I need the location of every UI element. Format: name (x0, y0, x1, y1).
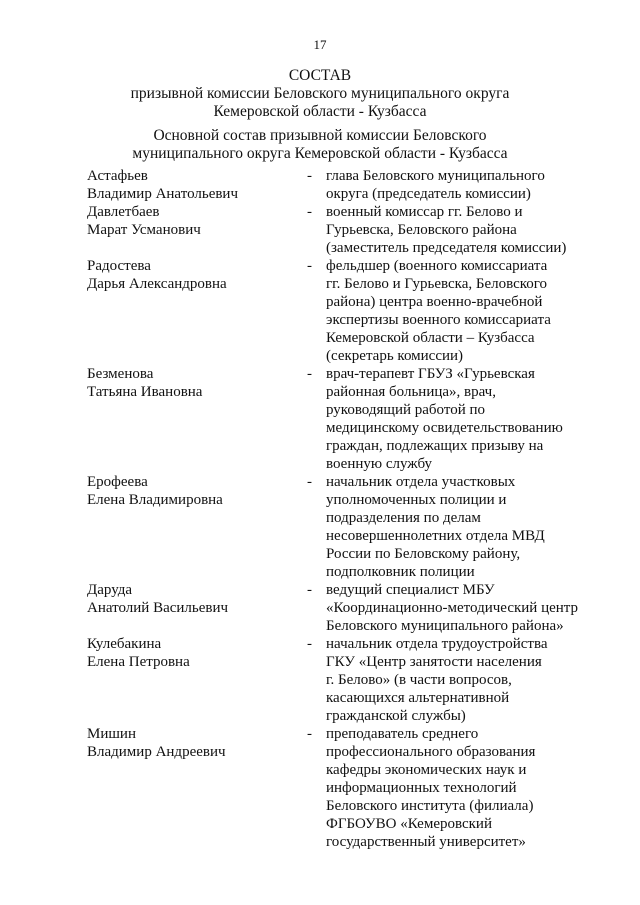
member-role-line: экспертизы военного комиссариата (326, 312, 551, 328)
members-list (0, 167, 640, 851)
member-role-line: подполковник полиции (326, 564, 475, 580)
member-role-line: районная больница», врач, (326, 384, 496, 400)
member-name-line: Елена Петровна (87, 654, 190, 670)
member-name-line: Ерофеева (87, 474, 148, 490)
member-role (326, 257, 616, 365)
member-dash: - (307, 168, 312, 184)
member-role-line: Беловского муниципального района» (326, 618, 564, 634)
member-role-line: глава Беловского муниципального (326, 168, 545, 184)
member-role-line: информационных технологий (326, 780, 517, 796)
section-heading-line: муниципального округа Кемеровской области - Кузбасса (132, 145, 508, 162)
member-role-line: государственный университет» (326, 834, 526, 850)
member-role-line: округа (председатель комиссии) (326, 186, 531, 202)
member-name-line: Дарья Александровна (87, 276, 227, 292)
member-role-line: района) центра военно-врачебной (326, 294, 543, 310)
member-name (87, 365, 297, 401)
member-role (326, 203, 616, 257)
member-role-line: подразделения по делам (326, 510, 481, 526)
member-name-line: Даруда (87, 582, 133, 598)
member-dash: - (307, 204, 312, 220)
member-role-line: кафедры экономических наук и (326, 762, 527, 778)
member-entry (0, 725, 640, 851)
member-role-line: уполномоченных полиции и (326, 492, 507, 508)
member-name-line: Марат Усманович (87, 222, 201, 238)
member-role-line: Кемеровской области – Кузбасса (326, 330, 535, 346)
document-subtitle-line: Кемеровской области - Кузбасса (213, 103, 427, 120)
member-name-line: Владимир Анатольевич (87, 186, 239, 202)
member-name (87, 473, 297, 509)
member-role-line: России по Беловскому району, (326, 546, 521, 562)
member-name-line: Давлетбаев (87, 204, 160, 220)
member-name (87, 257, 297, 293)
member-name (87, 581, 297, 617)
page-number: 17 (313, 37, 327, 52)
member-name-line: Анатолий Васильевич (87, 600, 229, 616)
member-entry (0, 167, 640, 203)
member-entry (0, 203, 640, 257)
member-role-line: касающихся альтернативной (326, 690, 510, 706)
member-name (87, 725, 297, 761)
member-name-line: Кулебакина (87, 636, 162, 652)
member-role (326, 581, 616, 635)
member-entry (0, 635, 640, 725)
member-name-line: Астафьев (87, 168, 148, 184)
member-role-line: военную службу (326, 456, 433, 472)
member-role-line: Беловского института (филиала) (326, 798, 534, 814)
member-role-line: военный комиссар гг. Белово и (326, 204, 523, 220)
member-entry (0, 257, 640, 365)
member-role (326, 167, 616, 203)
member-entry (0, 365, 640, 473)
member-role (326, 365, 616, 473)
member-dash: - (307, 636, 312, 652)
member-role-line: преподаватель среднего (326, 726, 479, 742)
member-role-line: (заместитель председателя комиссии) (326, 240, 567, 256)
member-role-line: медицинскому освидетельствованию (326, 420, 563, 436)
member-role (326, 725, 616, 851)
member-name (87, 167, 297, 203)
member-role-line: врач-терапевт ГБУЗ «Гурьевская (326, 366, 535, 382)
member-role-line: ведущий специалист МБУ (326, 582, 495, 598)
member-role-line: профессионального образования (326, 744, 536, 760)
member-dash: - (307, 474, 312, 490)
member-dash: - (307, 258, 312, 274)
member-dash: - (307, 366, 312, 382)
member-name-line: Татьяна Ивановна (87, 384, 203, 400)
member-role-line: несовершеннолетних отдела МВД (326, 528, 545, 544)
member-role (326, 473, 616, 581)
member-dash: - (307, 582, 312, 598)
member-dash: - (307, 726, 312, 742)
member-role-line: ФГБОУВО «Кемеровский (326, 816, 492, 832)
member-role-line: граждан, подлежащих призыву на (326, 438, 544, 454)
member-role-line: начальник отдела трудоустройства (326, 636, 548, 652)
member-entry (0, 581, 640, 635)
member-role-line: фельдшер (военного комиссариата (326, 258, 548, 274)
member-role-line: Гурьевска, Беловского района (326, 222, 517, 238)
member-role-line: руководящий работой по (326, 402, 486, 418)
section-heading-line: Основной состав призывной комиссии Беловского (153, 127, 487, 144)
member-role (326, 635, 616, 725)
member-role-line: (секретарь комиссии) (326, 348, 464, 364)
member-role-line: начальник отдела участковых (326, 474, 516, 490)
member-role-line: ГКУ «Центр занятости населения (326, 654, 542, 670)
member-name-line: Радостева (87, 258, 151, 274)
member-name (87, 635, 297, 671)
member-role-line: гражданской службы) (326, 708, 466, 724)
document-title: СОСТАВ (288, 67, 352, 84)
member-entry (0, 473, 640, 581)
member-name-line: Владимир Андреевич (87, 744, 226, 760)
member-role-line: «Координационно-методический центр (326, 600, 579, 616)
document-subtitle-line: призывной комиссии Беловского муниципального округа (130, 85, 510, 102)
member-name (87, 203, 297, 239)
member-role-line: г. Белово» (в части вопросов, (326, 672, 512, 688)
member-name-line: Безменова (87, 366, 154, 382)
member-role-line: гг. Белово и Гурьевска, Беловского (326, 276, 548, 292)
member-name-line: Мишин (87, 726, 136, 742)
member-name-line: Елена Владимировна (87, 492, 223, 508)
